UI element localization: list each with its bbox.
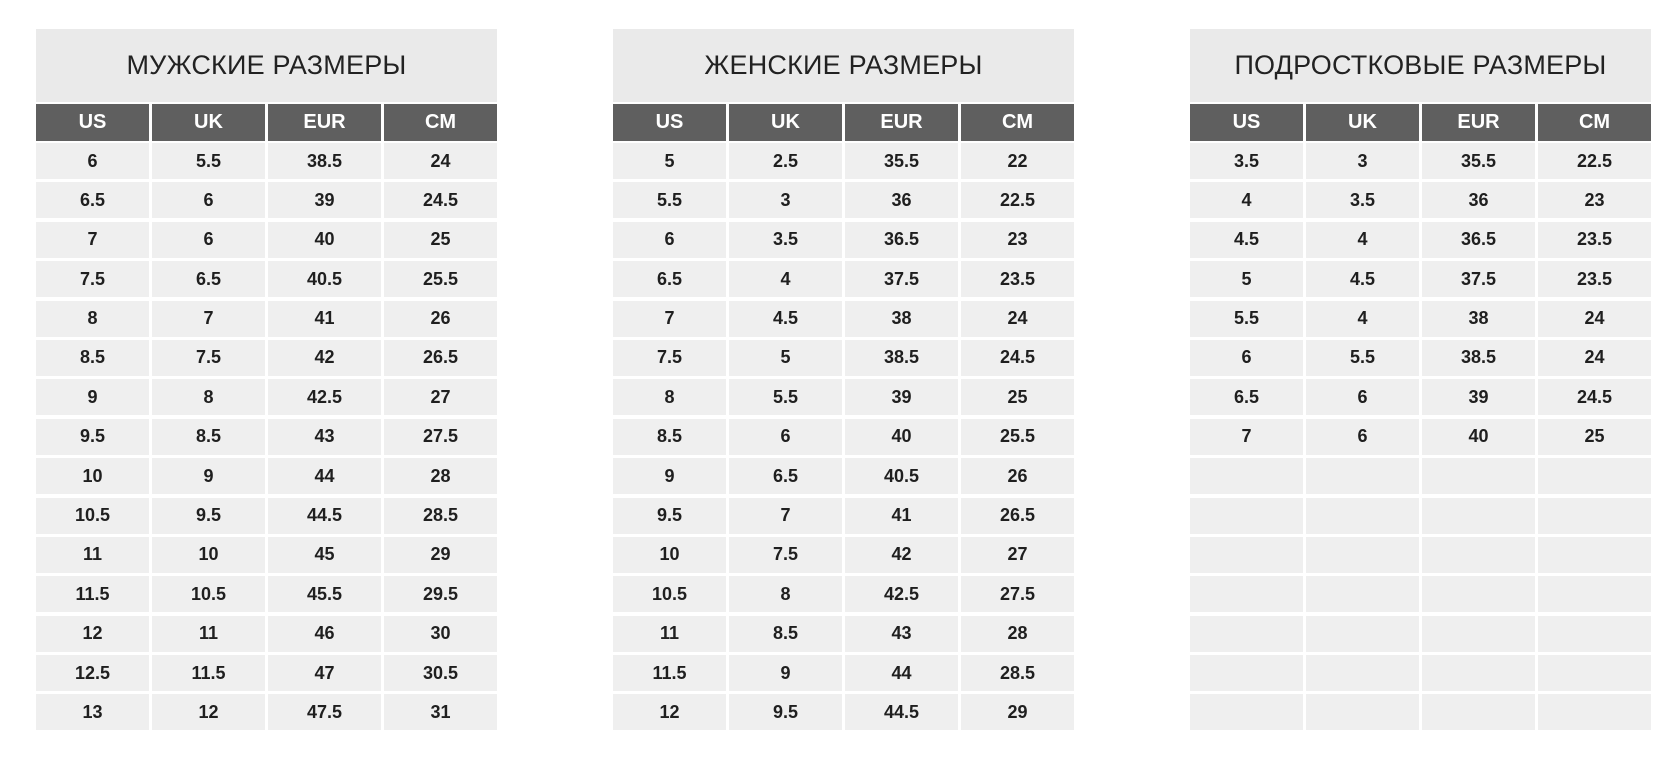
table-cell-cm: 26 <box>961 458 1074 494</box>
table-cell-cm: 24 <box>961 301 1074 337</box>
column-header-cm: CM <box>1538 104 1651 141</box>
teen-size-table <box>1190 29 1651 734</box>
table-cell-us <box>1190 458 1303 494</box>
table-cell-us: 7 <box>36 222 149 258</box>
table-cell-cm: 24 <box>1538 340 1651 376</box>
table-cell-cm: 23.5 <box>961 261 1074 297</box>
table-cell-us: 6.5 <box>613 261 726 297</box>
table-cell-uk: 2.5 <box>729 143 842 179</box>
table-cell-us: 6.5 <box>1190 379 1303 415</box>
table-cell-cm: 24.5 <box>1538 379 1651 415</box>
column-header-eur: EUR <box>268 104 381 141</box>
table-cell-cm <box>1538 655 1651 691</box>
table-cell-uk <box>1306 655 1419 691</box>
table-cell-uk: 5 <box>729 340 842 376</box>
table-cell-us: 10.5 <box>36 498 149 534</box>
table-cell-uk: 6 <box>152 182 265 218</box>
table-cell-cm: 25.5 <box>961 419 1074 455</box>
table-cell-us: 7 <box>1190 419 1303 455</box>
table-cell-eur: 40 <box>845 419 958 455</box>
table-cell-us <box>1190 576 1303 612</box>
table-cell-uk: 4 <box>729 261 842 297</box>
table-cell-uk: 5.5 <box>152 143 265 179</box>
column-header-us: US <box>613 104 726 141</box>
table-cell-uk <box>1306 616 1419 652</box>
table-cell-eur: 45.5 <box>268 576 381 612</box>
table-cell-cm: 30.5 <box>384 655 497 691</box>
table-cell-eur: 36.5 <box>1422 222 1535 258</box>
table-cell-eur <box>1422 694 1535 730</box>
table-cell-eur: 42 <box>268 340 381 376</box>
table-cell-eur: 35.5 <box>1422 143 1535 179</box>
table-cell-cm: 27.5 <box>961 576 1074 612</box>
table-title: МУЖСКИЕ РАЗМЕРЫ <box>36 29 497 102</box>
table-cell-cm: 23.5 <box>1538 222 1651 258</box>
table-cell-eur: 40.5 <box>268 261 381 297</box>
table-cell-cm <box>1538 498 1651 534</box>
table-cell-uk: 3.5 <box>1306 182 1419 218</box>
table-cell-cm: 30 <box>384 616 497 652</box>
table-cell-cm: 24.5 <box>961 340 1074 376</box>
table-cell-cm: 29.5 <box>384 576 497 612</box>
table-cell-cm: 23.5 <box>1538 261 1651 297</box>
table-cell-uk: 9.5 <box>152 498 265 534</box>
table-cell-us: 11.5 <box>36 576 149 612</box>
table-cell-us: 7.5 <box>36 261 149 297</box>
table-cell-us: 9 <box>36 379 149 415</box>
table-cell-us: 12.5 <box>36 655 149 691</box>
table-title: ЖЕНСКИЕ РАЗМЕРЫ <box>613 29 1074 102</box>
table-cell-eur: 37.5 <box>845 261 958 297</box>
column-header-us: US <box>36 104 149 141</box>
table-cell-cm <box>1538 537 1651 573</box>
table-cell-us <box>1190 655 1303 691</box>
table-cell-uk: 8.5 <box>152 419 265 455</box>
table-cell-uk: 7 <box>729 498 842 534</box>
table-cell-eur: 35.5 <box>845 143 958 179</box>
table-cell-us: 3.5 <box>1190 143 1303 179</box>
table-cell-eur: 38.5 <box>1422 340 1535 376</box>
table-cell-us: 12 <box>36 616 149 652</box>
table-cell-eur: 40 <box>1422 419 1535 455</box>
table-cell-us: 4.5 <box>1190 222 1303 258</box>
table-cell-uk: 6 <box>1306 379 1419 415</box>
table-cell-uk: 9 <box>152 458 265 494</box>
table-cell-eur: 43 <box>268 419 381 455</box>
table-cell-cm: 23 <box>1538 182 1651 218</box>
table-cell-us: 8.5 <box>613 419 726 455</box>
table-cell-us: 5.5 <box>613 182 726 218</box>
table-cell-uk: 3 <box>1306 143 1419 179</box>
table-cell-cm: 25 <box>961 379 1074 415</box>
table-cell-uk: 6 <box>1306 419 1419 455</box>
table-cell-uk: 11.5 <box>152 655 265 691</box>
table-cell-cm: 27.5 <box>384 419 497 455</box>
table-cell-eur: 44.5 <box>268 498 381 534</box>
table-cell-us: 7 <box>613 301 726 337</box>
table-cell-eur <box>1422 616 1535 652</box>
size-grid <box>36 102 497 734</box>
table-cell-cm: 26.5 <box>961 498 1074 534</box>
table-title: ПОДРОСТКОВЫЕ РАЗМЕРЫ <box>1190 29 1651 102</box>
table-cell-cm: 22.5 <box>961 182 1074 218</box>
table-cell-uk: 10.5 <box>152 576 265 612</box>
table-cell-uk: 9 <box>729 655 842 691</box>
table-cell-uk: 12 <box>152 694 265 730</box>
table-cell-eur: 40.5 <box>845 458 958 494</box>
table-cell-uk: 9.5 <box>729 694 842 730</box>
table-cell-uk <box>1306 537 1419 573</box>
table-cell-eur: 37.5 <box>1422 261 1535 297</box>
table-cell-uk <box>1306 458 1419 494</box>
table-cell-eur: 44.5 <box>845 694 958 730</box>
table-cell-cm <box>1538 616 1651 652</box>
table-cell-us: 8.5 <box>36 340 149 376</box>
table-cell-uk: 4.5 <box>729 301 842 337</box>
table-cell-us: 12 <box>613 694 726 730</box>
table-cell-uk: 5.5 <box>1306 340 1419 376</box>
table-cell-uk: 8.5 <box>729 616 842 652</box>
table-cell-us <box>1190 694 1303 730</box>
table-cell-cm <box>1538 458 1651 494</box>
table-cell-eur: 38 <box>845 301 958 337</box>
table-cell-uk: 8 <box>152 379 265 415</box>
table-cell-eur: 47.5 <box>268 694 381 730</box>
table-cell-us: 5 <box>1190 261 1303 297</box>
table-cell-eur: 47 <box>268 655 381 691</box>
table-cell-cm: 23 <box>961 222 1074 258</box>
table-cell-cm: 28 <box>961 616 1074 652</box>
table-cell-eur <box>1422 655 1535 691</box>
table-cell-eur: 41 <box>268 301 381 337</box>
table-cell-uk: 7 <box>152 301 265 337</box>
table-cell-us: 7.5 <box>613 340 726 376</box>
table-cell-cm: 27 <box>384 379 497 415</box>
table-cell-cm <box>1538 576 1651 612</box>
table-cell-eur <box>1422 576 1535 612</box>
table-cell-us: 11 <box>36 537 149 573</box>
table-cell-us: 9 <box>613 458 726 494</box>
table-cell-eur <box>1422 458 1535 494</box>
table-cell-uk: 11 <box>152 616 265 652</box>
table-cell-uk: 5.5 <box>729 379 842 415</box>
column-header-eur: EUR <box>845 104 958 141</box>
table-cell-cm: 27 <box>961 537 1074 573</box>
table-cell-cm: 24.5 <box>384 182 497 218</box>
table-cell-us: 9.5 <box>613 498 726 534</box>
table-cell-uk: 4 <box>1306 301 1419 337</box>
table-cell-us: 8 <box>613 379 726 415</box>
table-cell-eur: 36 <box>845 182 958 218</box>
table-cell-uk <box>1306 576 1419 612</box>
table-cell-eur <box>1422 498 1535 534</box>
table-cell-eur <box>1422 537 1535 573</box>
table-cell-cm: 26 <box>384 301 497 337</box>
table-cell-eur: 44 <box>268 458 381 494</box>
table-cell-us: 10 <box>613 537 726 573</box>
table-cell-eur: 38.5 <box>268 143 381 179</box>
table-cell-eur: 41 <box>845 498 958 534</box>
table-cell-cm: 25.5 <box>384 261 497 297</box>
table-cell-us: 10.5 <box>613 576 726 612</box>
table-cell-cm: 28.5 <box>384 498 497 534</box>
size-grid <box>613 102 1074 734</box>
table-cell-eur: 46 <box>268 616 381 652</box>
table-cell-cm: 29 <box>384 537 497 573</box>
table-cell-us: 6 <box>36 143 149 179</box>
table-cell-eur: 36.5 <box>845 222 958 258</box>
table-cell-uk <box>1306 694 1419 730</box>
table-cell-eur: 38 <box>1422 301 1535 337</box>
table-cell-uk: 10 <box>152 537 265 573</box>
table-cell-us: 5 <box>613 143 726 179</box>
table-cell-eur: 39 <box>845 379 958 415</box>
table-cell-uk: 6.5 <box>152 261 265 297</box>
table-cell-cm <box>1538 694 1651 730</box>
table-cell-us <box>1190 498 1303 534</box>
table-cell-eur: 45 <box>268 537 381 573</box>
table-cell-uk: 7.5 <box>729 537 842 573</box>
column-header-uk: UK <box>152 104 265 141</box>
table-cell-eur: 36 <box>1422 182 1535 218</box>
column-header-cm: CM <box>384 104 497 141</box>
women-size-table <box>613 29 1074 734</box>
table-cell-us: 4 <box>1190 182 1303 218</box>
table-cell-uk: 3 <box>729 182 842 218</box>
table-cell-us: 9.5 <box>36 419 149 455</box>
table-cell-eur: 38.5 <box>845 340 958 376</box>
column-header-uk: UK <box>1306 104 1419 141</box>
table-cell-eur: 44 <box>845 655 958 691</box>
table-cell-cm: 25 <box>384 222 497 258</box>
table-cell-cm: 28.5 <box>961 655 1074 691</box>
table-cell-uk: 4.5 <box>1306 261 1419 297</box>
table-cell-us: 6.5 <box>36 182 149 218</box>
table-cell-us: 6 <box>613 222 726 258</box>
table-cell-uk: 8 <box>729 576 842 612</box>
table-cell-us: 5.5 <box>1190 301 1303 337</box>
table-cell-us: 10 <box>36 458 149 494</box>
table-cell-eur: 42 <box>845 537 958 573</box>
table-cell-us: 13 <box>36 694 149 730</box>
table-cell-us <box>1190 616 1303 652</box>
size-grid <box>1190 102 1651 734</box>
table-cell-us: 11 <box>613 616 726 652</box>
table-cell-uk: 7.5 <box>152 340 265 376</box>
table-cell-eur: 43 <box>845 616 958 652</box>
table-cell-us: 8 <box>36 301 149 337</box>
table-cell-eur: 39 <box>268 182 381 218</box>
table-cell-uk: 4 <box>1306 222 1419 258</box>
table-cell-cm: 28 <box>384 458 497 494</box>
table-cell-uk <box>1306 498 1419 534</box>
table-cell-cm: 26.5 <box>384 340 497 376</box>
table-cell-uk: 6 <box>729 419 842 455</box>
table-cell-eur: 42.5 <box>845 576 958 612</box>
table-cell-us: 11.5 <box>613 655 726 691</box>
column-header-uk: UK <box>729 104 842 141</box>
table-cell-eur: 40 <box>268 222 381 258</box>
table-cell-cm: 22 <box>961 143 1074 179</box>
table-cell-uk: 3.5 <box>729 222 842 258</box>
table-cell-us <box>1190 537 1303 573</box>
table-cell-us: 6 <box>1190 340 1303 376</box>
column-header-us: US <box>1190 104 1303 141</box>
men-size-table <box>36 29 497 734</box>
table-cell-eur: 39 <box>1422 379 1535 415</box>
column-header-eur: EUR <box>1422 104 1535 141</box>
table-cell-cm: 29 <box>961 694 1074 730</box>
table-cell-uk: 6 <box>152 222 265 258</box>
table-cell-cm: 24 <box>384 143 497 179</box>
column-header-cm: CM <box>961 104 1074 141</box>
table-cell-cm: 25 <box>1538 419 1651 455</box>
table-cell-uk: 6.5 <box>729 458 842 494</box>
table-cell-eur: 42.5 <box>268 379 381 415</box>
table-cell-cm: 31 <box>384 694 497 730</box>
table-cell-cm: 22.5 <box>1538 143 1651 179</box>
table-cell-cm: 24 <box>1538 301 1651 337</box>
